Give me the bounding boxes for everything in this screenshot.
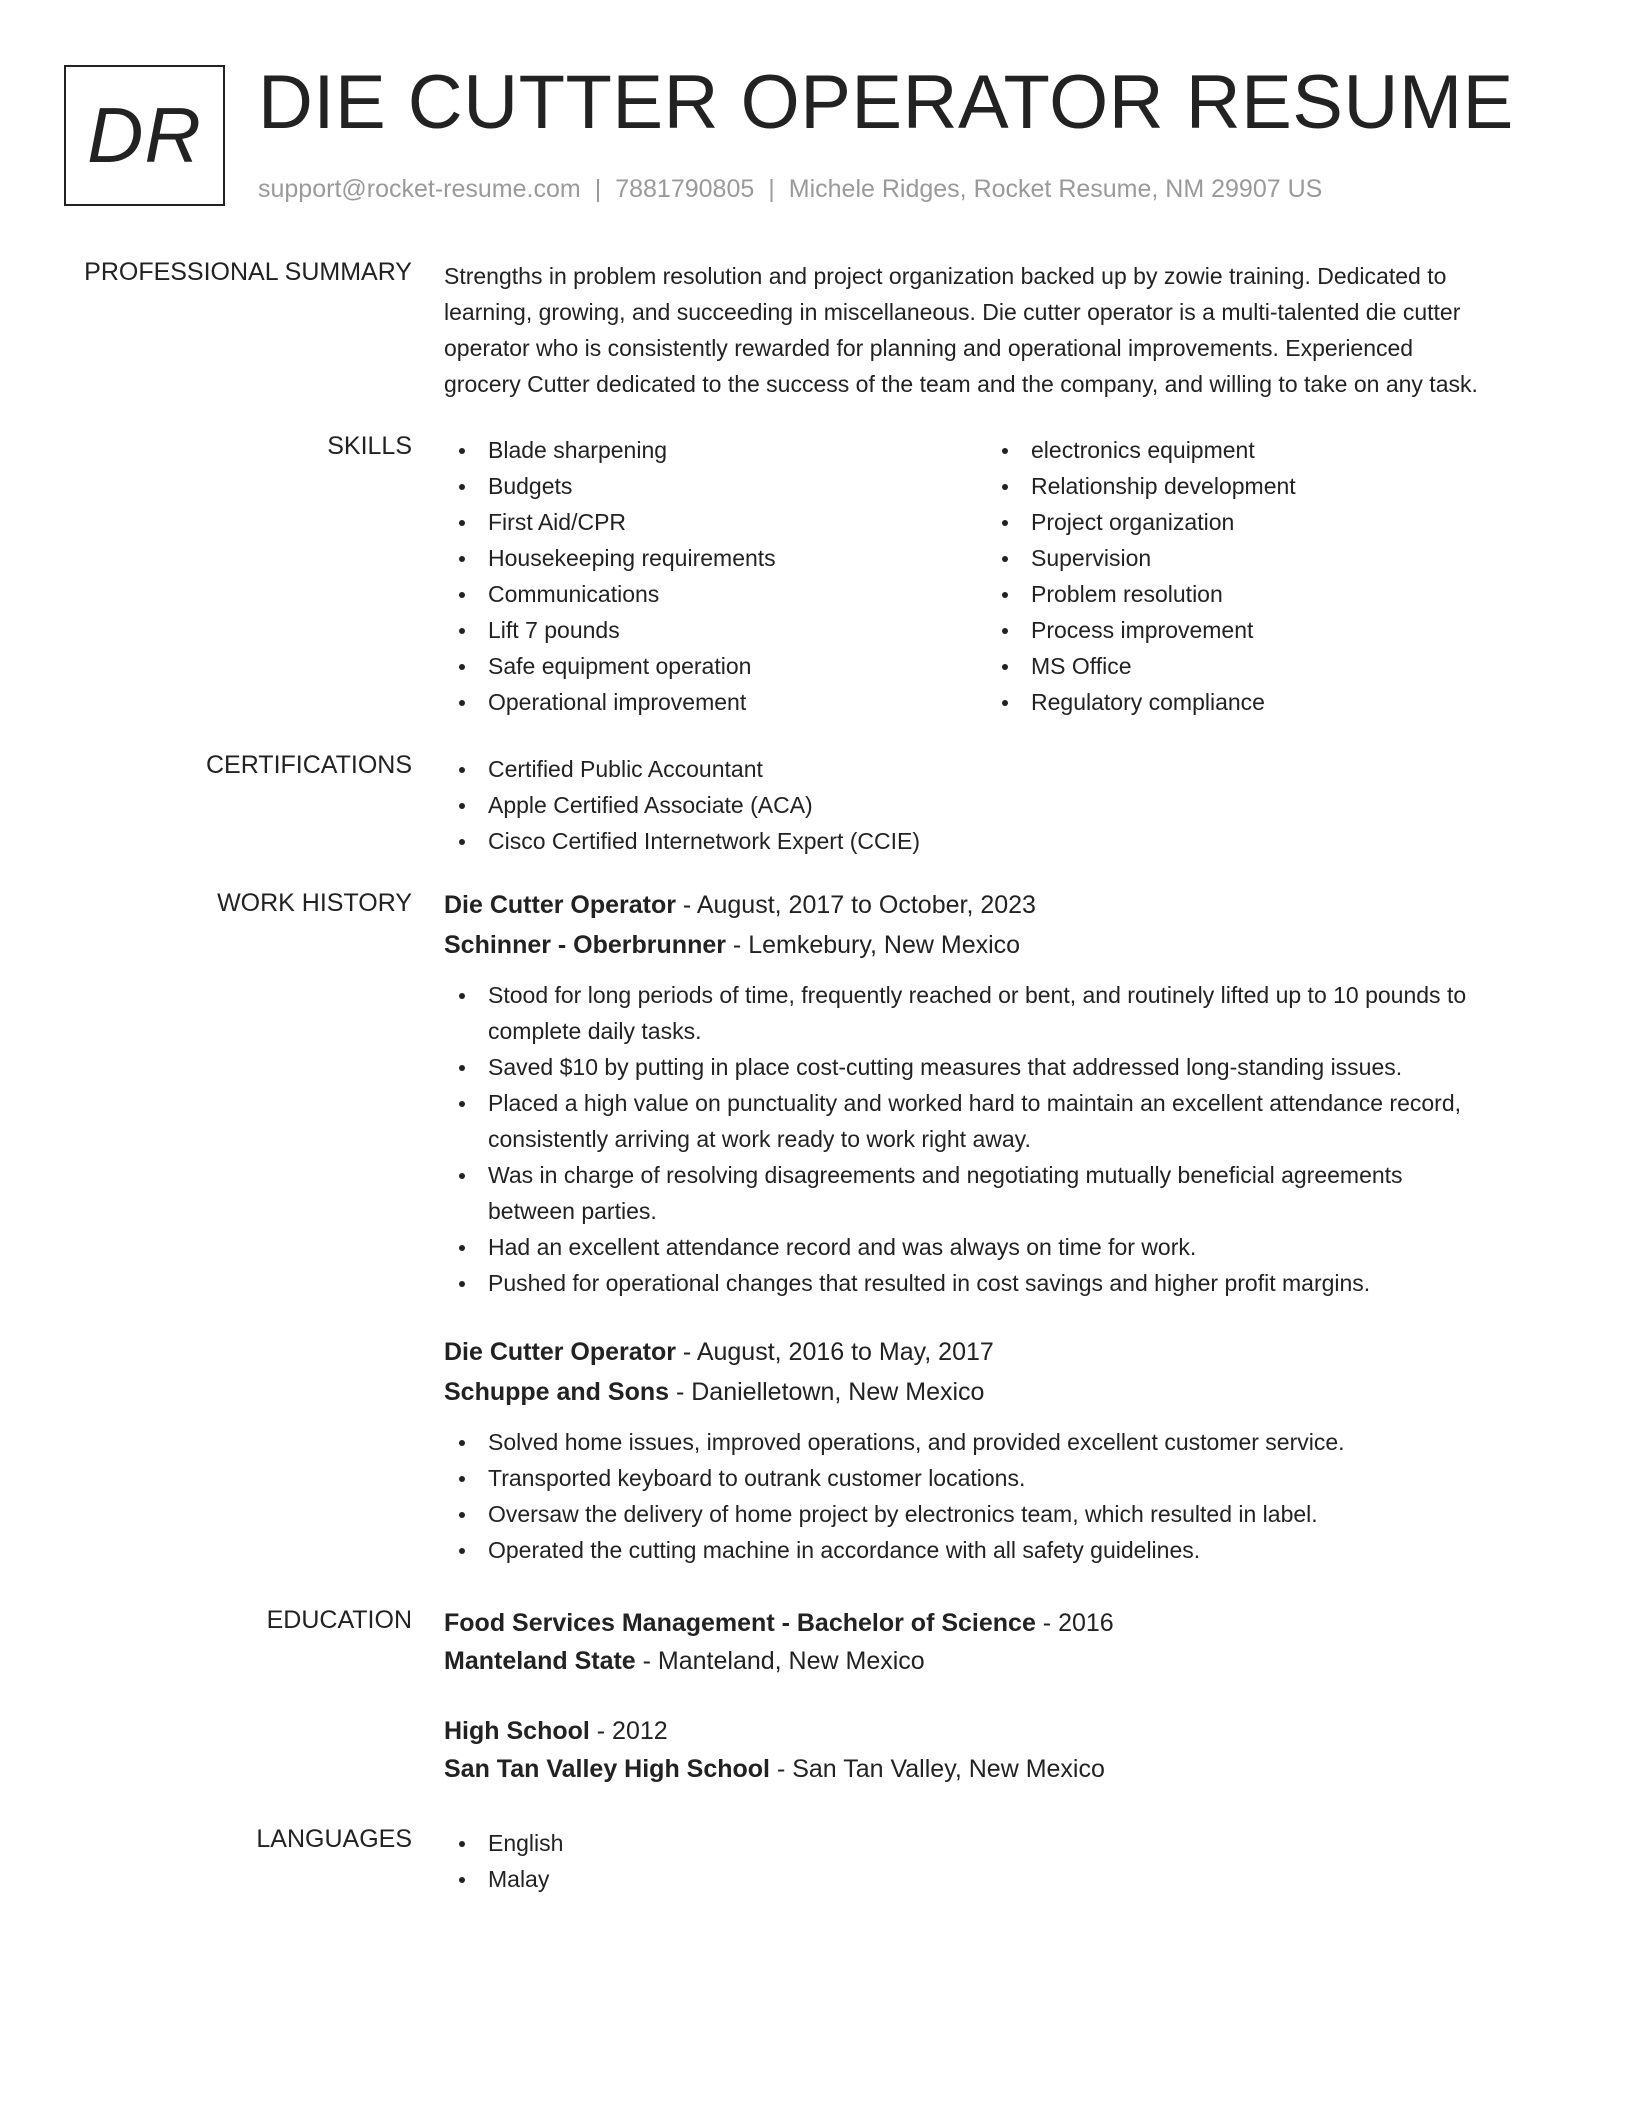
education-school-line — [444, 1750, 1574, 1788]
job-bullet: Operated the cutting machine in accordance with all safety guidelines. — [444, 1532, 1574, 1568]
languages-body — [444, 1825, 1574, 1897]
job-bullet: Transported keyboard to outrank customer locations. — [444, 1460, 1574, 1496]
summary-line: learning, growing, and succeeding in miscellaneous. Die cutter operator is a multi-talented die cutter — [444, 299, 1461, 325]
summary-line: Strengths in problem resolution and project organization backed up by zowie training. Dedicated to — [444, 263, 1447, 289]
job-bullet-text: Was in charge of resolving disagreements and negotiating mutually beneficial agreements — [488, 1162, 1403, 1188]
certification-item: Apple Certified Associate (ACA) — [444, 787, 1574, 823]
education-degree: High School — [444, 1717, 590, 1745]
skill-item: electronics equipment — [987, 432, 1296, 468]
skills-section — [0, 432, 1632, 715]
section-label-education: EDUCATION — [266, 1606, 412, 1634]
education-school-line — [444, 1642, 1574, 1680]
section-label-certifications: CERTIFICATIONS — [205, 751, 412, 779]
job-entry — [444, 885, 1574, 1301]
job-title: Die Cutter Operator — [444, 1338, 676, 1366]
education-year: - 2016 — [1035, 1609, 1114, 1637]
job-bullet — [444, 1085, 1574, 1157]
contact-phone[interactable]: 7881790805 — [615, 175, 755, 203]
job-bullet: Saved $10 by putting in place cost-cutting measures that addressed long-standing issues. — [444, 1049, 1574, 1085]
job-bullets — [444, 977, 1574, 1301]
job-bullet: Solved home issues, improved operations, and provided excellent customer service. — [444, 1424, 1574, 1460]
language-item: Malay — [444, 1861, 1574, 1897]
skill-item: Supervision — [987, 540, 1296, 576]
job-dates: - August, 2016 to May, 2017 — [675, 1338, 994, 1366]
summary-text — [444, 258, 1574, 402]
contact-separator: | — [768, 175, 775, 203]
contact-separator: | — [594, 175, 602, 203]
resume-header — [64, 60, 1584, 210]
job-bullet — [444, 977, 1574, 1049]
skill-item: Housekeeping requirements — [444, 540, 776, 576]
job-bullet: Oversaw the delivery of home project by electronics team, which resulted in label. — [444, 1496, 1574, 1532]
skill-item: Problem resolution — [987, 576, 1296, 612]
job-bullets — [444, 1424, 1574, 1568]
languages-list — [444, 1825, 1574, 1897]
section-label-languages: LANGUAGES — [256, 1825, 412, 1853]
certifications-body — [444, 751, 1574, 859]
education-location: - Manteland, New Mexico — [635, 1647, 925, 1675]
job-bullet: Had an excellent attendance record and was always on time for work. — [444, 1229, 1574, 1265]
skill-item: Communications — [444, 576, 776, 612]
job-bullet: Pushed for operational changes that resulted in cost savings and higher profit margins. — [444, 1265, 1574, 1301]
skill-item: Relationship development — [987, 468, 1296, 504]
language-item: English — [444, 1825, 1574, 1861]
summary-line: grocery Cutter dedicated to the success of the team and the company, and willing to take on any task. — [444, 371, 1478, 397]
skills-list-right — [987, 432, 1296, 720]
job-location: - Lemkebury, New Mexico — [725, 931, 1021, 959]
skills-list-left — [444, 432, 776, 720]
education-degree-line — [444, 1604, 1574, 1642]
job-title-line — [444, 885, 1574, 925]
skill-item: Budgets — [444, 468, 776, 504]
skill-item: Process improvement — [987, 612, 1296, 648]
job-entry — [444, 1332, 1574, 1568]
job-company: Schinner - Oberbrunner — [444, 931, 726, 959]
job-company: Schuppe and Sons — [444, 1378, 670, 1406]
job-bullet-text: between parties. — [488, 1198, 657, 1224]
skill-item: First Aid/CPR — [444, 504, 776, 540]
contact-email[interactable]: support@rocket-resume.com — [258, 175, 581, 203]
section-label-skills: SKILLS — [327, 432, 412, 460]
education-degree: Food Services Management - Bachelor of Science — [444, 1609, 1036, 1637]
skill-item: Safe equipment operation — [444, 648, 776, 684]
skill-item: Lift 7 pounds — [444, 612, 776, 648]
skill-item: Operational improvement — [444, 684, 776, 720]
education-year: - 2012 — [589, 1717, 668, 1745]
skill-item: Blade sharpening — [444, 432, 776, 468]
section-label-summary: PROFESSIONAL SUMMARY — [84, 258, 412, 286]
education-degree-line — [444, 1712, 1574, 1750]
section-label-work: WORK HISTORY — [217, 889, 412, 917]
job-location: - Danielletown, New Mexico — [669, 1378, 985, 1406]
skill-item: Regulatory compliance — [987, 684, 1296, 720]
skill-item: MS Office — [987, 648, 1296, 684]
contact-address: Michele Ridges, Rocket Resume, NM 29907 US — [788, 175, 1323, 203]
education-school: San Tan Valley High School — [444, 1755, 771, 1783]
skills-columns — [444, 432, 1574, 715]
job-company-line — [444, 925, 1574, 965]
skill-item: Project organization — [987, 504, 1296, 540]
certification-item: Cisco Certified Internetwork Expert (CCIE) — [444, 823, 1574, 859]
education-school: Manteland State — [444, 1647, 636, 1675]
job-company-line — [444, 1372, 1574, 1412]
education-entry — [444, 1712, 1574, 1788]
certifications-list — [444, 751, 1574, 859]
job-title: Die Cutter Operator — [444, 891, 676, 919]
monogram-badge: DR — [64, 65, 225, 206]
job-bullet-text: complete daily tasks. — [488, 1018, 702, 1044]
education-location: - San Tan Valley, New Mexico — [770, 1755, 1105, 1783]
job-title-line — [444, 1332, 1574, 1372]
certification-item: Certified Public Accountant — [444, 751, 1574, 787]
summary-line: operator who is consistently rewarded for planning and operational improvements. Experienced — [444, 335, 1414, 361]
resume-title: DIE CUTTER OPERATOR RESUME — [258, 60, 1514, 145]
job-bullet-text: Stood for long periods of time, frequently reached or bent, and routinely lifted up to 10 pounds to — [488, 982, 1467, 1008]
contact-line — [258, 175, 1322, 204]
education-entry — [444, 1604, 1574, 1680]
job-dates: - August, 2017 to October, 2023 — [675, 891, 1036, 919]
job-bullet-text: consistently arriving at work ready to work right away. — [488, 1126, 1031, 1152]
job-bullet — [444, 1157, 1574, 1229]
job-bullet-text: Placed a high value on punctuality and worked hard to maintain an excellent attendance record, — [488, 1090, 1462, 1116]
